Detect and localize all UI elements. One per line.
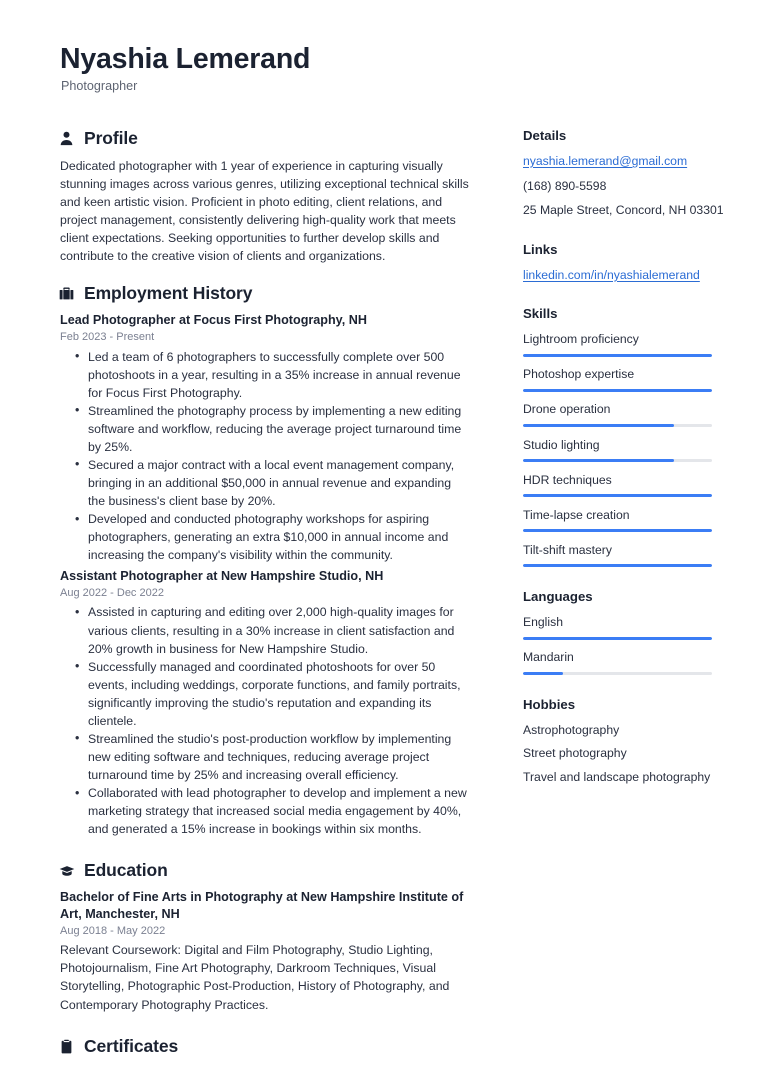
skill-item (523, 331, 755, 357)
skill-meter (523, 389, 712, 392)
language-item (523, 649, 755, 675)
skill-meter-fill (523, 424, 674, 427)
education-entry-title: Bachelor of Fine Arts in Photography at New Hampshire Institute of Art, Manchester, NH (60, 890, 464, 922)
skill-label: Studio lighting (523, 437, 600, 452)
address-text: 25 Maple Street, Concord, NH 03301 (523, 203, 724, 218)
skill-meter (523, 354, 712, 357)
section-education-header (58, 860, 471, 881)
skill-meter-fill (523, 494, 712, 497)
list-item: • Streamlined the photography process by implementing a new editing software and workflow, reducing the average project turnaround time by 25%. (88, 402, 471, 456)
section-certificates (58, 1036, 471, 1057)
sidebar-hobbies (523, 697, 755, 787)
language-label: English (523, 615, 563, 630)
person-icon (58, 130, 75, 147)
language-meter (523, 672, 712, 675)
section-employment-header (58, 283, 471, 304)
email-link[interactable]: nyashia.lemerand@gmail.com (523, 153, 688, 168)
section-profile (58, 128, 471, 265)
skill-meter-fill (523, 564, 712, 567)
skill-label: Drone operation (523, 402, 611, 417)
employment-entry (60, 568, 471, 838)
employment-entry-title: Assistant Photographer at New Hampshire Studio, NH (60, 569, 384, 584)
skill-meter (523, 424, 712, 427)
skill-item (523, 472, 755, 498)
education-entry-date: Aug 2018 - May 2022 (60, 925, 166, 938)
section-employment-title: Employment History (84, 283, 253, 304)
section-certificates-header (58, 1036, 471, 1057)
email-row (523, 153, 755, 171)
clipboard-icon (58, 1038, 75, 1055)
main-column (58, 128, 483, 1065)
language-item (523, 614, 755, 640)
language-meter-fill (523, 672, 563, 675)
list-item: • Collaborated with lead photographer to develop and implement a new marketing strategy that increased social media engagement by 40%, and generated a 15% increase in bookings within six months. (88, 784, 471, 838)
sidebar-links (523, 242, 755, 285)
skill-label: HDR techniques (523, 472, 612, 487)
job-title-subtitle: Photographer (61, 78, 138, 93)
section-certificates-title: Certificates (84, 1035, 179, 1056)
employment-entry-bullets (60, 348, 471, 565)
sidebar-languages-title: Languages (523, 589, 593, 605)
hobby-item: Astrophotography (523, 722, 620, 737)
skill-item (523, 507, 755, 533)
skill-meter (523, 494, 712, 497)
list-item: • Led a team of 6 photographers to successfully complete over 500 photoshoots in a year, resulting in a 35% increase in annual revenue for Focus First Photography. (88, 348, 471, 402)
language-meter (523, 637, 712, 640)
section-profile-title: Profile (84, 128, 138, 149)
sidebar (523, 128, 755, 809)
page-title: Nyashia Lemerand (60, 43, 311, 75)
skill-item (523, 542, 755, 568)
list-item: • Assisted in capturing and editing over 2,000 high-quality images for various clients, resulting in a 30% increase in client satisfaction and 20% growth in business for New Hampshire Studio. (88, 603, 471, 657)
section-employment (58, 283, 471, 838)
education-entry (60, 889, 471, 1013)
language-meter-fill (523, 637, 712, 640)
skill-meter-fill (523, 459, 674, 462)
sidebar-languages (523, 589, 755, 675)
list-item: • Streamlined the studio's post-production workflow by implementing new editing software and techniques, reducing average project turnaround time by 25% and increasing overall efficiency. (88, 730, 471, 784)
skill-meter-fill (523, 389, 712, 392)
skill-label: Time-lapse creation (523, 507, 630, 522)
section-education (58, 860, 471, 1013)
sidebar-links-title: Links (523, 241, 558, 257)
sidebar-hobbies-title: Hobbies (523, 696, 576, 712)
profile-text: Dedicated photographer with 1 year of experience in capturing visually stunning images across various genres, utilizing exceptional technical skills and keen artistic vision. Proficient in photo editing, client relations, and project management, consistently delivering high-quality work that meets client expectations. Seeking opportunities to further develop skills and contribute to the creative vision of clients and organizations. (60, 159, 469, 264)
skill-label: Photoshop expertise (523, 367, 635, 382)
employment-entry-date: Aug 2022 - Dec 2022 (60, 587, 164, 600)
sidebar-details (523, 128, 755, 220)
skill-item (523, 437, 755, 463)
phone-text: (168) 890-5598 (523, 178, 607, 193)
skill-meter-fill (523, 354, 712, 357)
section-profile-header (58, 128, 471, 149)
linkedin-link[interactable]: linkedin.com/in/nyashialemerand (523, 267, 700, 282)
skill-label: Lightroom proficiency (523, 332, 639, 347)
section-education-title: Education (84, 860, 168, 881)
graduation-cap-icon (58, 862, 75, 879)
briefcase-icon (58, 285, 75, 302)
skill-item (523, 401, 755, 427)
sidebar-details-title: Details (523, 128, 567, 144)
sidebar-skills-title: Skills (523, 306, 558, 322)
hobby-item: Street photography (523, 746, 627, 761)
skill-label: Tilt-shift mastery (523, 542, 612, 557)
education-entry-description: Relevant Coursework: Digital and Film Photography, Studio Lighting, Photojournalism, Fine Art Photography, Darkroom Techniques, Visual Storytelling, Photographic Post-Production, History of Photography, and Contemporary Photography Practices. (60, 943, 450, 1012)
list-item: • Secured a major contract with a local event management company, bringing in an additional $50,000 in annual revenue and expanding the business's client base by 20%. (88, 456, 471, 510)
employment-entry-title: Lead Photographer at Focus First Photography, NH (60, 313, 367, 328)
resume-header (58, 44, 728, 94)
resume-columns (58, 128, 728, 1065)
list-item: • Developed and conducted photography workshops for aspiring photographers, generating an extra $10,000 in annual income and increasing the company's visibility within the community. (88, 510, 471, 564)
employment-entry (60, 312, 471, 564)
skill-meter (523, 459, 712, 462)
employment-entry-bullets (60, 603, 471, 838)
language-label: Mandarin (523, 650, 574, 665)
skill-item (523, 366, 755, 392)
employment-entry-date: Feb 2023 - Present (60, 331, 155, 344)
link-row (523, 267, 755, 285)
sidebar-skills (523, 306, 755, 567)
list-item: • Successfully managed and coordinated photoshoots for over 50 events, including weddings, corporate functions, and family portraits, significantly improving the studio's reputation and expanding its clientele. (88, 658, 471, 730)
hobby-item: Travel and landscape photography (523, 770, 711, 785)
skill-meter (523, 529, 712, 532)
skill-meter-fill (523, 529, 712, 532)
skill-meter (523, 564, 712, 567)
